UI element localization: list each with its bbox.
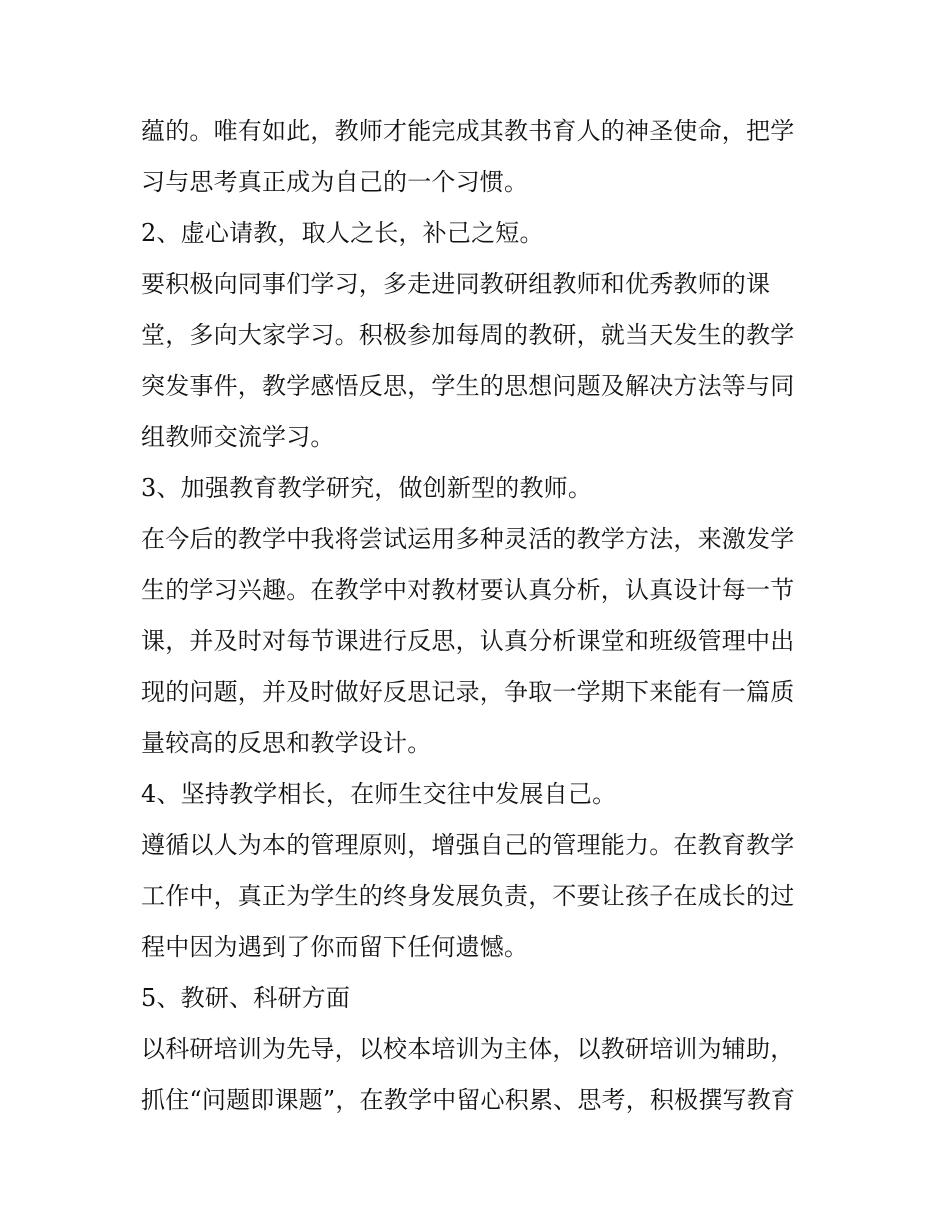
section-heading: 3、加强教育教学研究，做创新型的教师。	[141, 474, 593, 502]
text-line: 组教师交流学习。	[141, 423, 335, 451]
text-line: 堂，多向大家学习。积极参加每周的教研，就当天发生的教学	[141, 321, 795, 349]
text-line: 程中因为遇到了你而留下任何遗憾。	[141, 933, 529, 961]
text-line: 蕴的。唯有如此，教师才能完成其教书育人的神圣使命，把学	[141, 117, 795, 145]
text-line: 课，并及时对每节课进行反思，认真分析课堂和班级管理中出	[141, 627, 795, 655]
text-line: 以科研培训为先导，以校本培训为主体，以教研培训为辅助，	[141, 1035, 795, 1063]
text-line: 习与思考真正成为自己的一个习惯。	[141, 168, 529, 196]
text-line: 在今后的教学中我将尝试运用多种灵活的教学方法，来激发学	[141, 525, 795, 553]
text-line: 现的问题，并及时做好反思记录，争取一学期下来能有一篇质	[141, 678, 795, 706]
text-line: 要积极向同事们学习，多走进同教研组教师和优秀教师的课	[141, 270, 771, 298]
text-line: 抓住“问题即课题”，在教学中留心积累、思考，积极撰写教育	[141, 1086, 796, 1114]
text-line: 遵循以人为本的管理原则，增强自己的管理能力。在教育教学	[141, 831, 795, 859]
section-heading: 4、坚持教学相长，在师生交往中发展自己。	[141, 780, 617, 808]
text-line: 生的学习兴趣。在教学中对教材要认真分析，认真设计每一节	[141, 576, 795, 604]
text-line: 量较高的反思和教学设计。	[141, 729, 432, 757]
section-heading: 2、虚心请教，取人之长，补己之短。	[141, 219, 544, 247]
text-line: 工作中，真正为学生的终身发展负责，不要让孩子在成长的过	[141, 882, 795, 910]
text-line: 突发事件，教学感悟反思，学生的思想问题及解决方法等与同	[141, 372, 795, 400]
document-body	[141, 106, 821, 1126]
section-heading: 5、教研、科研方面	[141, 984, 351, 1012]
